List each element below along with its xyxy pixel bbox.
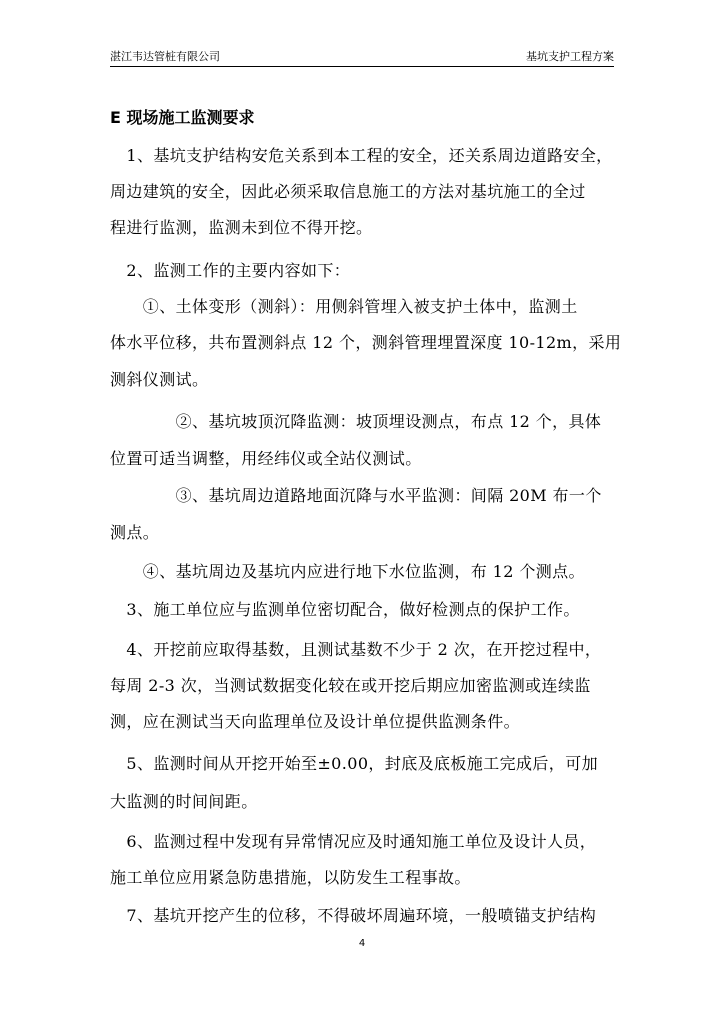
text-line: ②、基坑坡顶沉降监测：坡顶埋设测点，布点 12 个，具体 (110, 412, 602, 431)
text-line: 6、监测过程中发现有异常情况应及时通知施工单位及设计人员， (110, 832, 597, 851)
text-line: 体水平位移，共布置测斜点 12 个，测斜管理埋置深度 10-12m，采用 (110, 333, 622, 352)
text-line: 测点。 (110, 523, 160, 542)
text-line: 位置可适当调整，用经纬仪或全站仪测试。 (110, 449, 422, 468)
text-line: 测斜仪测试。 (110, 370, 209, 389)
text-line: ④、基坑周边及基坑内应进行地下水位监测，布 12 个测点。 (110, 562, 585, 581)
text-line: 施工单位应用紧急防患措施，以防发生工程事故。 (110, 868, 471, 887)
text-line: ③、基坑周边道路地面沉降与水平监测：间隔 20M 布一个 (110, 486, 602, 505)
page-header (110, 50, 614, 67)
page-number: 4 (358, 938, 366, 949)
text-line: 每周 2-3 次，当测试数据变化较在或开挖后期应加密监测或连续监 (110, 676, 591, 695)
text-line: 程进行监测，监测未到位不得开挖。 (110, 218, 373, 237)
text-line: 7、基坑开挖产生的位移，不得破坏周遍环境，一般喷锚支护结构 (110, 906, 597, 925)
section-heading: E 现场施工监测要求 (110, 108, 255, 127)
text-line: 2、监测工作的主要内容如下： (110, 261, 351, 280)
company-name: 湛江韦达管桩有限公司 (110, 50, 220, 63)
text-line: 1、基坑支护结构安危关系到本工程的安全，还关系周边道路安全， (110, 146, 613, 165)
text-line: 5、监测时间从开挖开始至±0.00，封底及底板施工完成后，可加 (110, 754, 599, 773)
text-line: 测，应在测试当天向监理单位及设计单位提供监测条件。 (110, 712, 521, 731)
text-line: ①、土体变形（测斜）：用侧斜管埋入被支护土体中，监测土 (110, 297, 578, 316)
text-line: 3、施工单位应与监测单位密切配合，做好检测点的保护工作。 (110, 600, 580, 619)
text-line: 周边建筑的安全，因此必须采取信息施工的方法对基坑施工的全过 (110, 182, 586, 201)
text-line: 4、开挖前应取得基数，且测试基数不少于 2 次，在开挖过程中， (110, 640, 602, 659)
document-title: 基坑支护工程方案 (526, 50, 614, 63)
text-line: 大监测的时间间距。 (110, 792, 258, 811)
